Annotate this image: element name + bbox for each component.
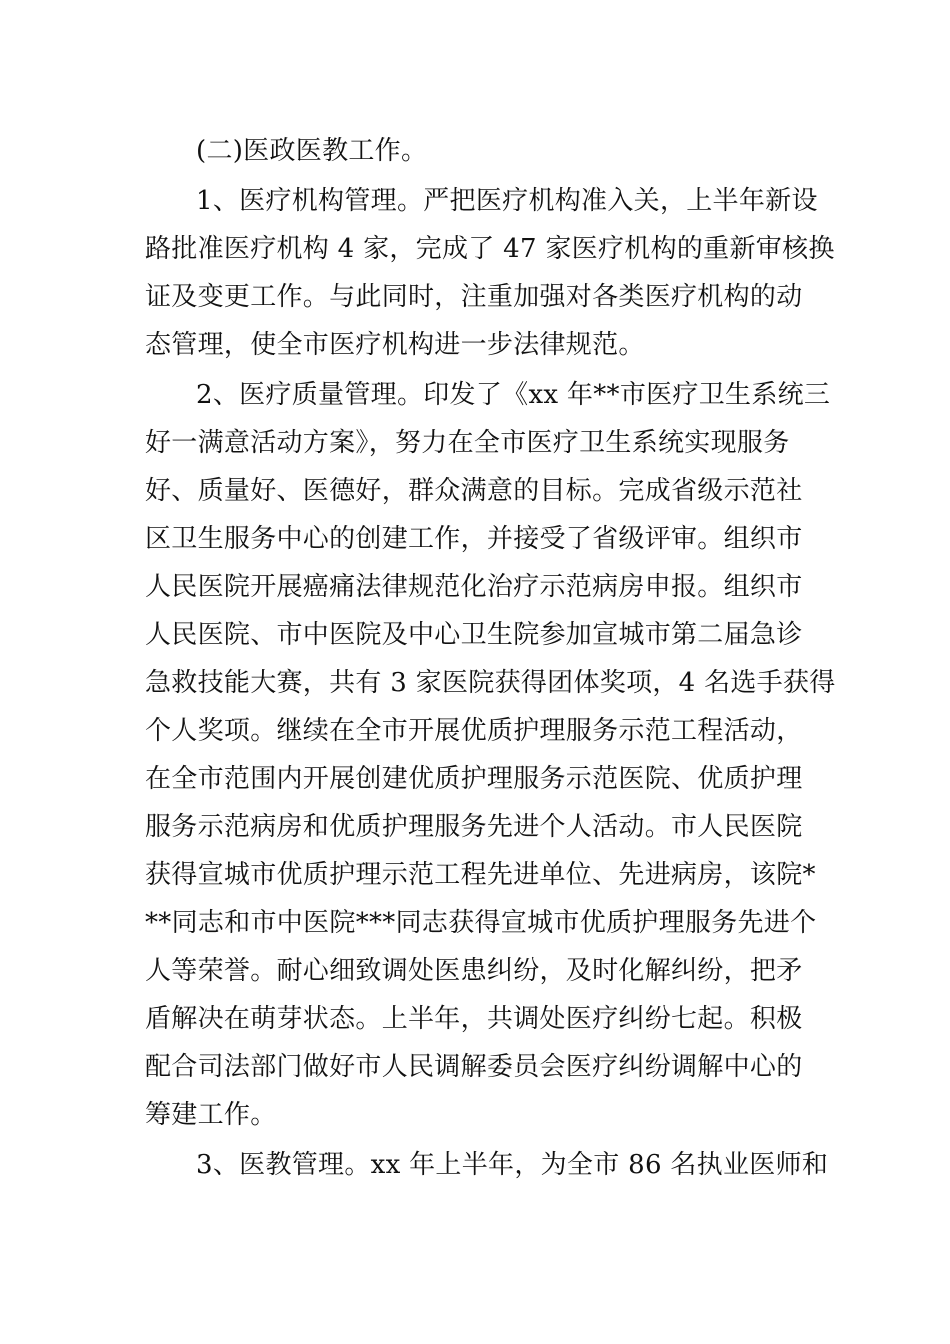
paragraph-1-line-2: 路批准医疗机构 4 家，完成了 47 家医疗机构的重新审核换 (145, 234, 835, 264)
paragraph-2-line-10: 服务示范病房和优质护理服务先进个人活动。市人民医院 (145, 812, 803, 842)
paragraph-2-line-4: 区卫生服务中心的创建工作，并接受了省级评审。组织市 (145, 524, 803, 554)
paragraph-2-line-2: 好一满意活动方案》，努力在全市医疗卫生系统实现服务 (145, 428, 790, 458)
paragraph-2-line-6: 人民医院、市中医院及中心卫生院参加宣城市第二届急诊 (145, 620, 803, 650)
paragraph-2-line-11: 获得宣城市优质护理示范工程先进单位、先进病房，该院* (145, 860, 816, 890)
paragraph-3-line-1: 3、医教管理。xx 年上半年，为全市 86 名执业医师和 (196, 1150, 829, 1180)
paragraph-2-line-5: 人民医院开展癌痛法律规范化治疗示范病房申报。组织市 (145, 572, 803, 602)
paragraph-2-line-14: 盾解决在萌芽状态。上半年，共调处医疗纠纷七起。积极 (145, 1004, 803, 1034)
paragraph-2-line-8: 个人奖项。继续在全市开展优质护理服务示范工程活动， (145, 716, 803, 746)
paragraph-2-line-1: 2、医疗质量管理。印发了《xx 年**市医疗卫生系统三 (196, 380, 831, 410)
paragraph-2-line-7: 急救技能大赛，共有 3 家医院获得团体奖项，4 名选手获得 (145, 668, 836, 698)
paragraph-2-line-12: **同志和市中医院***同志获得宣城市优质护理服务先进个 (145, 908, 817, 938)
paragraph-1-line-4: 态管理，使全市医疗机构进一步法律规范。 (145, 330, 645, 360)
paragraph-2-line-13: 人等荣誉。耐心细致调处医患纠纷，及时化解纠纷，把矛 (145, 956, 803, 986)
section-heading: (二)医政医教工作。 (196, 136, 428, 166)
paragraph-2-line-3: 好、质量好、医德好，群众满意的目标。完成省级示范社 (145, 476, 803, 506)
paragraph-1-line-3: 证及变更工作。与此同时，注重加强对各类医疗机构的动 (145, 282, 803, 312)
paragraph-2-line-16: 筹建工作。 (145, 1100, 277, 1130)
paragraph-1-line-1: 1、医疗机构管理。严把医疗机构准入关，上半年新设 (196, 186, 818, 216)
paragraph-2-line-9: 在全市范围内开展创建优质护理服务示范医院、优质护理 (145, 764, 803, 794)
paragraph-2-line-15: 配合司法部门做好市人民调解委员会医疗纠纷调解中心的 (145, 1052, 803, 1082)
